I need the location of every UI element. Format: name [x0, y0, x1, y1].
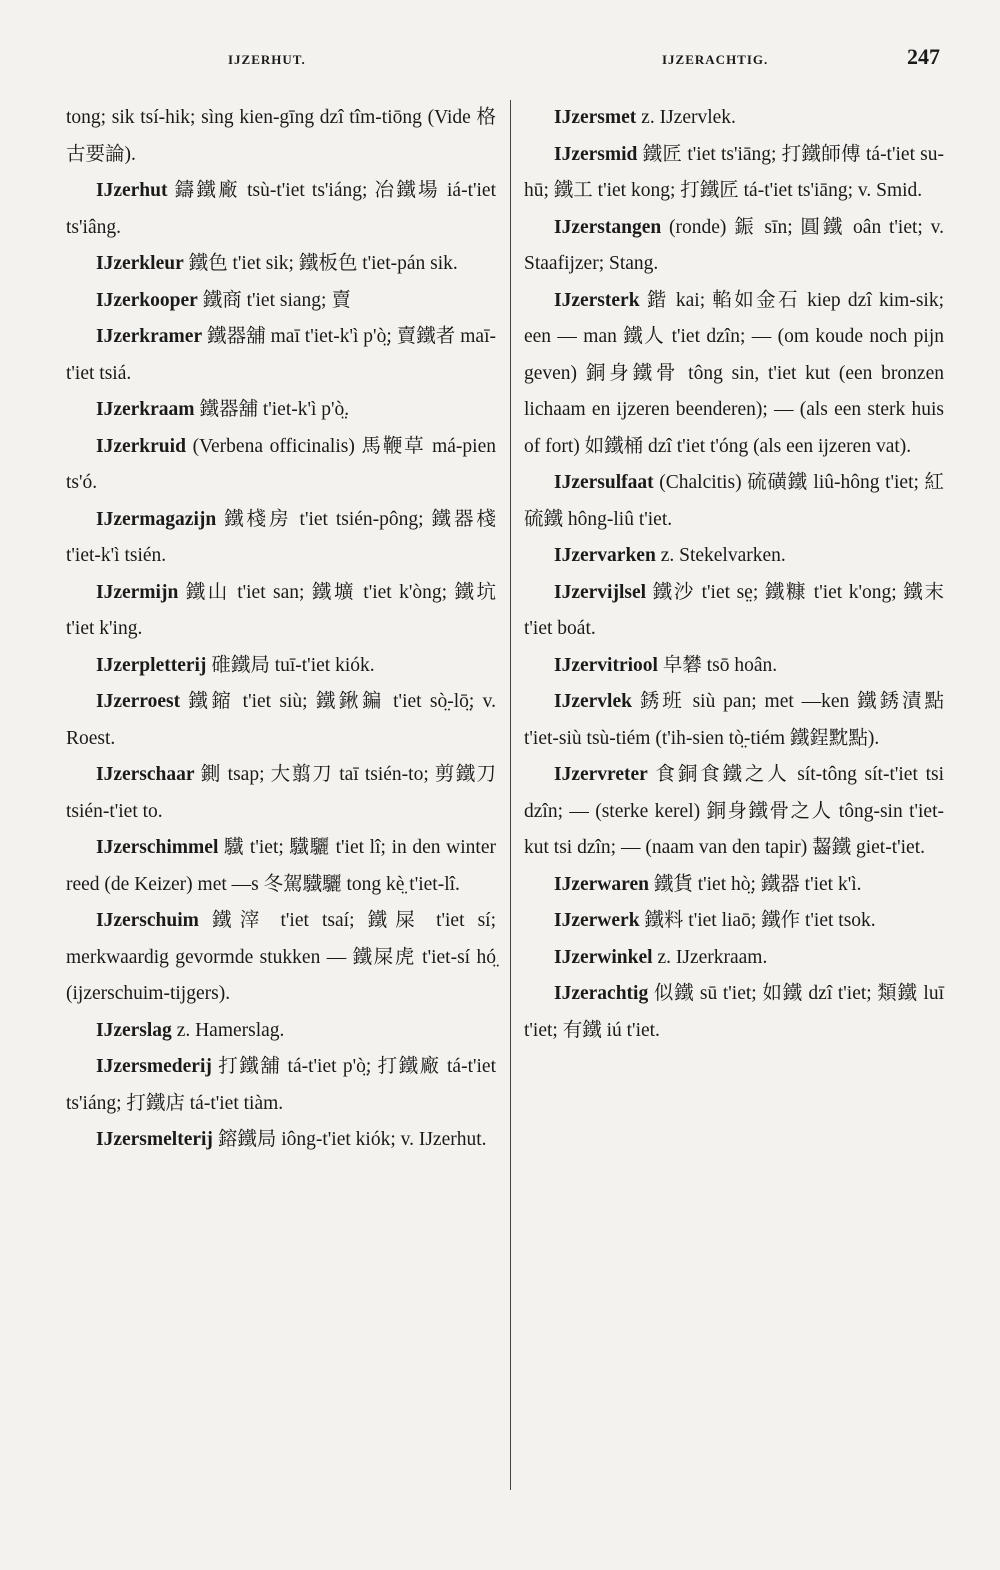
dictionary-entry [66, 648, 496, 685]
dictionary-entry [66, 575, 501, 648]
dictionary-entry [66, 1049, 501, 1122]
entry-definition: tong; sik tsí-hik; sìng kien-gīng dzî tîm-tiōng (Vide 格古要論). [66, 107, 496, 165]
column-divider [510, 100, 511, 1490]
entry-definition: (ronde) 鋠 sīn; 圓鐵 oân t'iet; v. Staafijzer; Stang. [524, 216, 949, 274]
entry-term: IJzerschaar [96, 764, 195, 785]
entry-definition: 鐵器舖 t'iet-k'ì p'ò̤. [194, 399, 350, 420]
right-column [524, 100, 949, 1049]
dictionary-entry [66, 903, 501, 1013]
entry-term: IJzerstangen [554, 216, 662, 238]
entry-term: IJzervitriool [554, 654, 658, 676]
entry-definition: 鐵色 t'iet sik; 鐵板色 t'iet-pán sik. [183, 253, 458, 274]
dictionary-entry [524, 903, 944, 940]
dictionary-entry [524, 684, 949, 757]
entry-term: IJzersulfaat [554, 472, 654, 493]
entry-term: IJzersterk [554, 289, 640, 311]
entry-definition: 食銅食鐵之人 sít-tông sít-t'iet tsi dzîn; — (sterke kerel) 銅身鐵骨之人 tông-sin t'iet-kut tsi dzîn; — (naam van den tapir) 齧鐵 giet-t'iet. [524, 764, 949, 858]
entry-term: IJzervijlsel [554, 581, 647, 603]
entry-term: IJzerkleur [96, 253, 184, 274]
entry-definition: 鐵商 t'iet siang; 賣 [197, 289, 351, 311]
dictionary-entry [524, 575, 949, 648]
dictionary-entry [66, 100, 496, 173]
entry-definition: (Chalcitis) 硫磺鐵 liû-hông t'iet; 紅硫鐵 hông-liû t'iet. [524, 472, 944, 530]
dictionary-entry [524, 538, 944, 575]
entry-definition: 碓鐵局 tuī-t'iet kiók. [206, 654, 375, 676]
entry-definition: 銹班 siù pan; met —ken 鐵銹漬點 t'iet-siù tsù-tiém (t'ih-sien tò̤-tiém 鐵鋥黕點). [524, 691, 949, 749]
entry-definition: 鐵山 t'iet san; 鐵壙 t'iet k'òng; 鐵坑 t'iet k'ing. [66, 581, 501, 639]
dictionary-entry [66, 1013, 496, 1050]
entry-term: IJzerschuim [96, 910, 199, 931]
dictionary-entry [66, 392, 496, 429]
entry-definition: (Verbena officinalis) 馬鞭草 má-pien ts'ó. [66, 435, 501, 493]
entry-term: IJzersmid [554, 143, 638, 165]
dictionary-entry [524, 210, 949, 283]
entry-term: IJzerschimmel [96, 837, 219, 858]
dictionary-entry [66, 429, 501, 502]
dictionary-entry [524, 137, 944, 210]
entry-definition: z. IJzervlek. [636, 107, 736, 128]
entry-definition: 鐵料 t'iet liaō; 鐵作 t'iet tsok. [639, 910, 876, 931]
dictionary-entry [524, 976, 949, 1049]
entry-definition: 鐵沙 t'iet se̤; 鐵糠 t'iet k'ong; 鐵末 t'iet boát. [524, 581, 949, 639]
entry-definition: 打鐵舖 tá-t'iet p'ò̤; 打鐵廠 tá-t'iet ts'iáng; 打鐵店 tá-t'iet tiàm. [66, 1056, 501, 1114]
dictionary-entry [524, 867, 944, 904]
entry-definition: 鍇 kai; 輡如金石 kiep dzî kim-sik; een — man 鐵人 t'iet dzîn; — (om koude noch pijn geven) 銅身鐵骨 tông sin, t'iet kut (een bronzen lichaam en ijzeren beenderen); — (als een sterk huis of fort) 如鐵桶 dzî t'iet t'óng (als een ijzeren vat). [524, 289, 949, 457]
entry-term: IJzerachtig [554, 983, 649, 1004]
dictionary-entry [524, 648, 944, 685]
entry-term: IJzerhut [96, 180, 168, 201]
entry-term: IJzervlek [554, 691, 632, 712]
running-head-left: IJZERHUT. [228, 52, 306, 67]
dictionary-entry [524, 465, 944, 538]
page-number: 247 [907, 44, 940, 69]
entry-term: IJzerkruid [96, 435, 186, 457]
entry-term: IJzermagazijn [96, 508, 217, 530]
dictionary-entry [66, 319, 496, 392]
entry-definition: 皁礬 tsō hoân. [657, 654, 778, 676]
entry-term: IJzervreter [554, 764, 648, 785]
running-head-right: IJZERACHTIG. [662, 52, 769, 67]
entry-definition: 鐵匠 t'iet ts'iāng; 打鐵師傅 tá-t'iet su-hū; 鐵工 t'iet kong; 打鐵匠 tá-t'iet ts'iāng; v. Smid. [524, 143, 944, 201]
entry-term: IJzerkramer [96, 326, 203, 347]
entry-term: IJzerwaren [554, 873, 649, 895]
entry-definition: z. Stekelvarken. [655, 545, 786, 566]
entry-term: IJzersmelterij [96, 1129, 213, 1150]
dictionary-entry [524, 283, 949, 466]
entry-term: IJzervarken [554, 545, 656, 566]
entry-definition: 鑄鐵廠 tsù-t'iet ts'iáng; 冶鐵場 iá-t'iet ts'iâng. [66, 180, 501, 238]
dictionary-entry [66, 173, 501, 246]
entry-definition: z. IJzerkraam. [652, 946, 768, 968]
entry-definition: 鎔鐵局 iông-t'iet kiók; v. IJzerhut. [212, 1129, 487, 1150]
dictionary-entry [66, 283, 496, 320]
entry-definition: 鐵鏥 t'iet siù; 鐵鍬鍽 t'iet sò̤-lō̤; v. Roest. [66, 691, 501, 749]
entry-definition: 鍘 tsap; 大翦刀 taī tsién-to; 剪鐵刀 tsién-t'iet to. [66, 764, 501, 822]
entry-term: IJzersmet [554, 107, 637, 128]
entry-definition: 鐵貨 t'iet hò̤; 鐵器 t'iet k'ì. [648, 873, 862, 895]
dictionary-entry [524, 100, 944, 137]
dictionary-entry [66, 1122, 496, 1159]
entry-definition: 鐵器舖 maī t'iet-k'ì p'ò̤; 賣鐵者 maī-t'iet tsiá. [66, 326, 496, 384]
entry-definition: 鐵棧房 t'iet tsién-pông; 鐵器棧 t'iet-k'ì tsién. [66, 508, 501, 566]
entry-term: IJzerkraam [96, 399, 195, 420]
dictionary-entry [66, 502, 501, 575]
dictionary-entry [66, 757, 501, 830]
entry-term: IJzermijn [96, 581, 179, 603]
dictionary-entry [524, 940, 944, 977]
entry-term: IJzersmederij [96, 1056, 212, 1077]
entry-definition: z. Hamerslag. [171, 1019, 285, 1041]
entry-term: IJzerwinkel [554, 946, 653, 968]
entry-term: IJzerwerk [554, 910, 640, 931]
dictionary-entry [66, 246, 496, 283]
left-column [66, 100, 501, 1159]
dictionary-entry [66, 830, 501, 903]
entry-definition: 似鐵 sū t'iet; 如鐵 dzî t'iet; 類鐵 luī t'iet; 有鐵 iú t'iet. [524, 983, 949, 1041]
entry-term: IJzerroest [96, 691, 181, 712]
entry-term: IJzerpletterij [96, 654, 207, 676]
entry-term: IJzerslag [96, 1019, 172, 1041]
dictionary-entry [66, 684, 501, 757]
entry-term: IJzerkooper [96, 289, 198, 311]
entry-definition: 鐵滓 t'iet tsaí; 鐵屎 t'iet sí; merkwaardig gevormde stukken — 鐵屎虎 t'iet-sí hó̤ (ijzerschuim-tijgers). [66, 910, 501, 1004]
entry-definition: 驖 t'iet; 驖驪 t'iet lî; in den winter reed (de Keizer) met —s 冬駕驖驪 tong kè̤ t'iet-lî. [66, 837, 501, 895]
dictionary-entry [524, 757, 949, 867]
